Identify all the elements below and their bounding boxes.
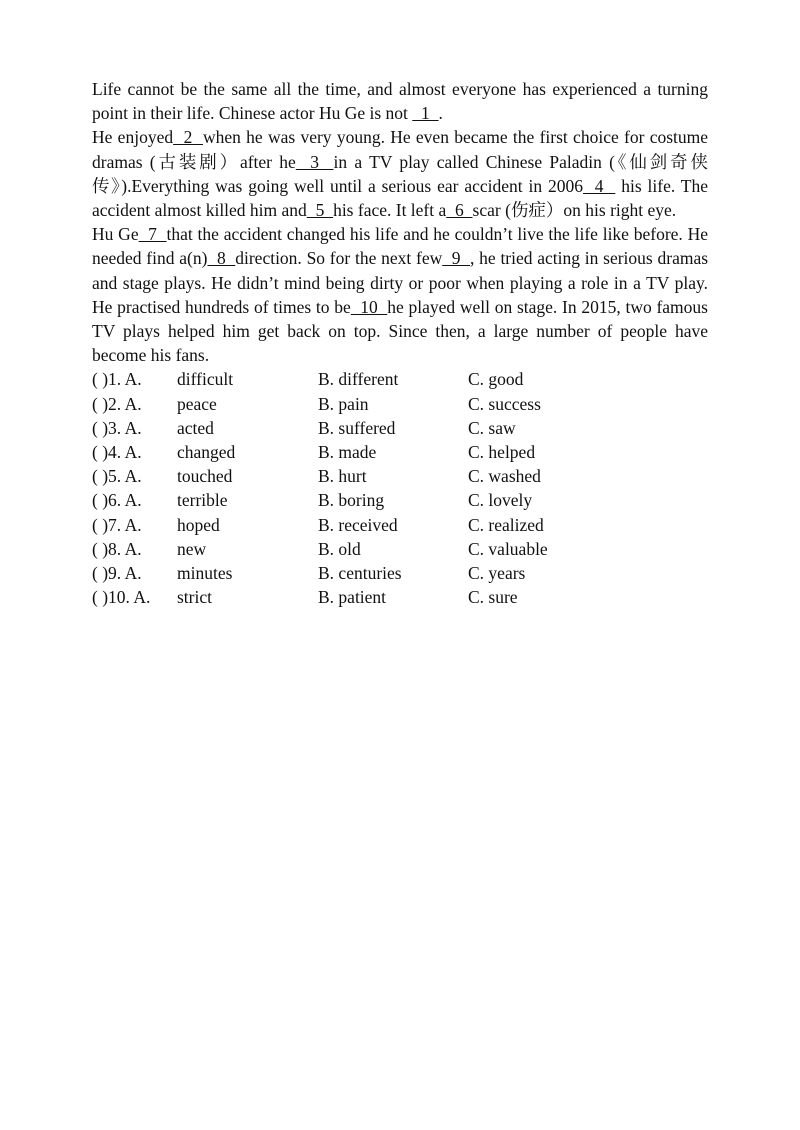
blank-2: 2 [173, 127, 203, 148]
passage-paragraph-1 [92, 77, 708, 125]
option-a: new [177, 538, 207, 559]
option-c: C. sure [468, 587, 518, 608]
passage-text: his face. It left a [333, 200, 447, 221]
option-a: minutes [177, 562, 233, 583]
option-b: B. pain [318, 393, 369, 414]
passage-text: he played well on stage. In 2015, two famous TV plays helped him get back on top. Since then, a large number of people have become his fans. [92, 296, 708, 366]
option-a: changed [177, 442, 236, 462]
blank-6: 6 [446, 200, 473, 221]
option-c: C. helped [468, 442, 536, 462]
option-c: C. saw [468, 417, 516, 438]
passage-text: that the accident changed his life and he couldn’t live the life like before. He needed find a(n) [92, 224, 708, 269]
blank-8: 8 [207, 248, 236, 269]
option-b: B. boring [318, 490, 385, 511]
option-a: difficult [177, 369, 234, 390]
blank-10: 10 [350, 296, 388, 317]
option-b: B. patient [318, 587, 387, 608]
option-b: B. old [318, 538, 361, 559]
option-b: B. centuries [318, 562, 402, 583]
question-number: ( )7. A. [92, 514, 142, 535]
option-a: terrible [177, 490, 228, 511]
passage-text: when he was very young. He even became the first choice for costume dramas (古装剧）after he [92, 127, 709, 172]
question-row [92, 392, 708, 416]
blank-7: 7 [138, 224, 167, 245]
question-number: ( )4. A. [92, 442, 142, 462]
question-row [92, 440, 708, 464]
option-a: hoped [177, 514, 220, 535]
passage-text: He enjoyed [92, 127, 174, 148]
question-number: ( )2. A. [92, 393, 142, 414]
option-c: C. success [468, 393, 541, 414]
option-c: C. years [468, 562, 526, 583]
worksheet-page [92, 77, 708, 609]
passage-text: in a TV play called Chinese Paladin (《仙剑奇侠传》).Everything was going well until a serious ear accident in 2006 [92, 151, 709, 196]
question-row [92, 488, 708, 512]
question-row [92, 367, 708, 391]
option-c: C. good [468, 369, 524, 390]
question-number: ( )5. A. [92, 466, 142, 487]
option-a: strict [177, 587, 212, 608]
question-number: ( )1. A. [92, 369, 142, 390]
question-row [92, 537, 708, 561]
option-c: C. realized [468, 514, 544, 535]
option-c: C. valuable [468, 538, 548, 559]
passage-text: Hu Ge [92, 224, 139, 245]
passage-paragraph-3 [92, 222, 708, 367]
blank-1: 1 [412, 103, 439, 124]
option-b: B. hurt [318, 466, 367, 487]
question-row [92, 464, 708, 488]
question-row [92, 416, 708, 440]
option-b: B. received [318, 514, 398, 535]
blank-4: 4 [583, 175, 616, 196]
passage-text: . [438, 103, 443, 124]
option-b: B. made [318, 442, 377, 462]
option-a: acted [177, 417, 214, 438]
question-row [92, 585, 708, 609]
question-row [92, 513, 708, 537]
question-row [92, 561, 708, 585]
blank-9: 9 [442, 248, 471, 269]
blank-3: 3 [295, 151, 334, 172]
option-c: C. lovely [468, 490, 533, 511]
question-number: ( )6. A. [92, 490, 142, 511]
option-a: touched [177, 466, 233, 487]
question-number: ( )3. A. [92, 417, 142, 438]
passage-text: , he tried acting in serious dramas and stage plays. He didn’t mind being dirty or poor when playing a role in a TV play. He practised hundreds of times to be [92, 248, 709, 317]
question-number: ( )8. A. [92, 538, 142, 559]
passage-paragraph-2 [92, 125, 708, 222]
blank-5: 5 [306, 200, 334, 221]
question-number: ( )10. A. [92, 587, 151, 608]
passage-text: scar (伤症）on his right eye. [472, 200, 677, 221]
passage-text: his life. The accident almost killed him and [92, 175, 708, 221]
question-list [92, 367, 708, 609]
option-b: B. different [318, 369, 399, 390]
passage-text: direction. So for the next few [235, 248, 443, 269]
question-number: ( )9. A. [92, 562, 142, 583]
passage-text: Life cannot be the same all the time, and almost everyone has experienced a turning point in their life. Chinese actor Hu Ge is not [92, 79, 708, 124]
option-c: C. washed [468, 466, 541, 487]
option-b: B. suffered [318, 417, 396, 438]
option-a: peace [177, 393, 217, 414]
